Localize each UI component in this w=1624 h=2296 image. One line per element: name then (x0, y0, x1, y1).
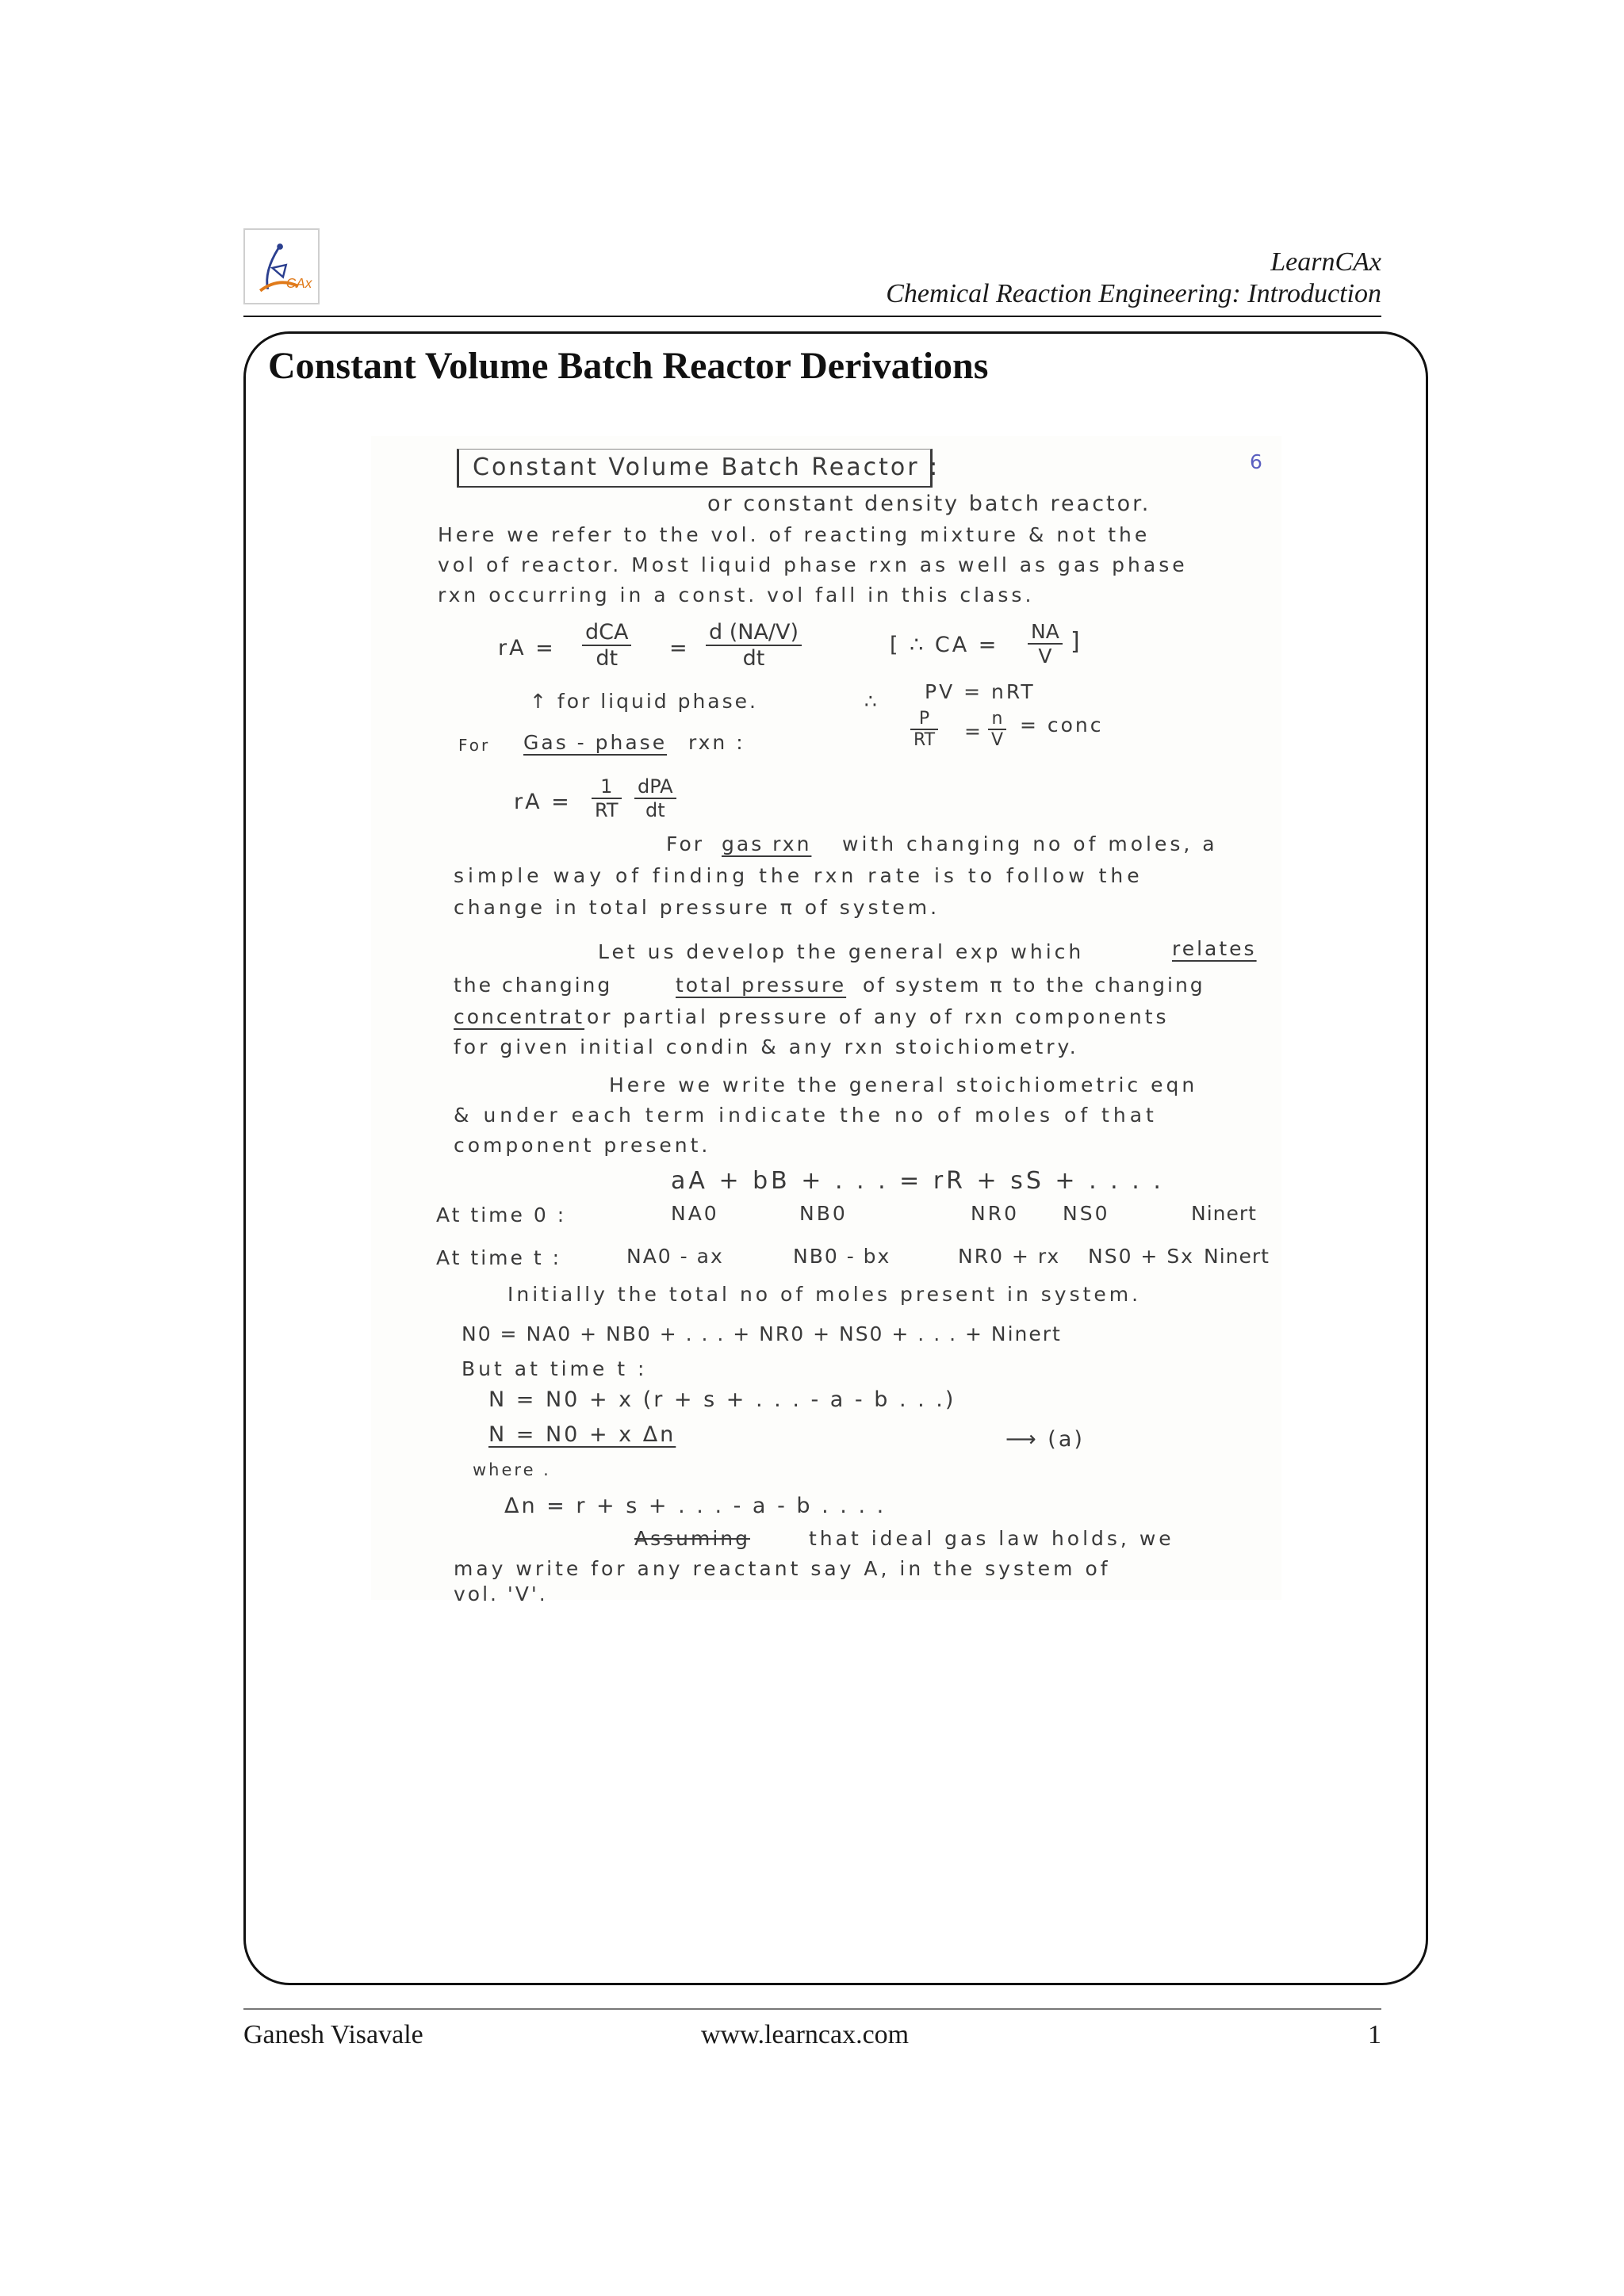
note-line-underlined: gas rxn (722, 832, 812, 855)
ideal-gas-tail: = conc (1020, 714, 1104, 737)
eq2-fraction-2: dPA dt (634, 775, 676, 821)
stoich-t0-r: NR0 (971, 1202, 1019, 1225)
stoich-t-b: NB0 - bx (793, 1245, 891, 1268)
note-line: Initially the total no of moles present in system. (508, 1283, 1142, 1306)
stoich-t0-inert: Ninert (1191, 1202, 1257, 1225)
note-line: the changing (454, 974, 613, 997)
note-line: For (666, 832, 705, 855)
struck-word: Assuming (634, 1527, 751, 1550)
note-line: But at time t : (462, 1357, 648, 1380)
note-line: Let us develop the general exp which (598, 940, 1085, 963)
note-line: Here we write the general stoichiometric eqn (609, 1073, 1198, 1096)
note-line: vol of reactor. Most liquid phase rxn as well as gas phase (438, 553, 1188, 576)
note-line: or constant density batch reactor. (707, 492, 1151, 516)
note-line: change in total pressure π of system. (454, 896, 940, 919)
footer-author: Ganesh Visavale (243, 2020, 423, 2049)
stoich-t0-a: NA0 (671, 1202, 719, 1225)
stoich-t-s: NS0 + Sx (1088, 1245, 1194, 1268)
stoich-t0-b: NB0 (799, 1202, 848, 1225)
n-equation: N = N0 + x (r + s + . . . - a - b . . .) (488, 1387, 956, 1412)
note-line: rxn occurring in a const. vol fall in this class. (438, 584, 1035, 607)
note-line-underlined: total pressure (676, 974, 847, 997)
footer-rule (243, 2008, 1381, 2010)
ideal-gas-equals: = (964, 720, 983, 743)
header-subtitle: Chemical Reaction Engineering: Introduction (886, 279, 1381, 308)
stoich-time0-label: At time 0 : (436, 1203, 567, 1226)
learncax-logo-icon (245, 230, 318, 303)
eq1-bracket-open: [ ∴ CA = (890, 633, 999, 657)
eq1-fraction-1: dCA dt (582, 620, 631, 671)
eq1-equals: = (669, 636, 690, 660)
note-line: may write for any reactant say A, in the system of (454, 1557, 1111, 1580)
note-line: simple way of finding the rxn rate is to follow the (454, 864, 1143, 887)
note-line: of system π to the changing (863, 974, 1205, 997)
stoich-equation: aA + bB + . . . = rR + sS + . . . . (671, 1167, 1164, 1195)
note-line: component present. (454, 1134, 711, 1157)
note-line: with changing no of moles, a (842, 832, 1218, 855)
gas-heading-prefix: For (458, 736, 491, 755)
ideal-gas-fraction-1: $\frac{P}{RT}$ (910, 709, 938, 750)
note-line-underlined: relates (1172, 937, 1257, 960)
stoich-time-t-label: At time t : (436, 1246, 562, 1269)
delta-n-equation: Δn = r + s + . . . - a - b . . . . (504, 1494, 887, 1518)
stoich-t-inert: Ninert (1204, 1245, 1270, 1268)
note-page-number: 6 (1250, 450, 1265, 473)
logo-text: CAx (285, 274, 312, 291)
header-title: LearnCAx (1270, 247, 1381, 277)
slide-title: Constant Volume Batch Reactor Derivations (268, 345, 989, 387)
equation-arrow-label: ⟶ (a) (1005, 1427, 1085, 1452)
liquid-phase-note: ↑ for liquid phase. (530, 690, 758, 713)
eq1-lhs: rA = (498, 636, 556, 660)
note-line: for given initial condin & any rxn stoichiometry. (454, 1035, 1079, 1058)
ideal-gas-therefore: ∴ (864, 690, 879, 713)
n0-equation: N0 = NA0 + NB0 + . . . + NR0 + NS0 + . . . + Ninert (462, 1322, 1062, 1345)
footer-website-link[interactable]: www.learncax.com (701, 2020, 910, 2049)
eq2-lhs: rA = (514, 790, 572, 814)
ideal-gas-law: PV = nRT (925, 680, 1036, 703)
eq1-bracket-close: ] (1071, 628, 1082, 656)
note-title: Constant Volume Batch Reactor : (473, 453, 940, 481)
stoich-t0-s: NS0 (1063, 1202, 1110, 1225)
stoich-t-r: NR0 + rx (958, 1245, 1061, 1268)
stoich-t-a: NA0 - ax (626, 1245, 724, 1268)
note-line: that ideal gas law holds, we (809, 1527, 1174, 1550)
note-line: or partial pressure of any of rxn components (587, 1005, 1170, 1028)
note-line: where . (473, 1460, 551, 1479)
eq1-fraction-3: $\frac{NA}{V}$ (1028, 620, 1063, 668)
eq2-fraction-1: $\frac{1}{RT}$ (592, 775, 622, 821)
ideal-gas-fraction-2: $\frac{n}{V}$ (988, 709, 1006, 750)
note-line: & under each term indicate the no of moles of that (454, 1104, 1158, 1127)
eq1-fraction-2: $\frac{d (NA/V)}{dt}$ (706, 620, 802, 671)
gas-heading-suffix: rxn : (688, 731, 745, 754)
footer-page-number: 1 (1368, 2020, 1381, 2049)
gas-heading: Gas - phase (523, 731, 668, 754)
learncax-logo (243, 228, 320, 304)
note-line-underlined: concentrat (454, 1005, 585, 1028)
handwritten-note-scan (371, 436, 1281, 1605)
header-rule (243, 316, 1381, 317)
note-line: vol. 'V'. (454, 1582, 548, 1605)
note-line: Here we refer to the vol. of reacting mixture & not the (438, 523, 1151, 546)
n-equation-short: N = N0 + x Δn (488, 1422, 676, 1447)
